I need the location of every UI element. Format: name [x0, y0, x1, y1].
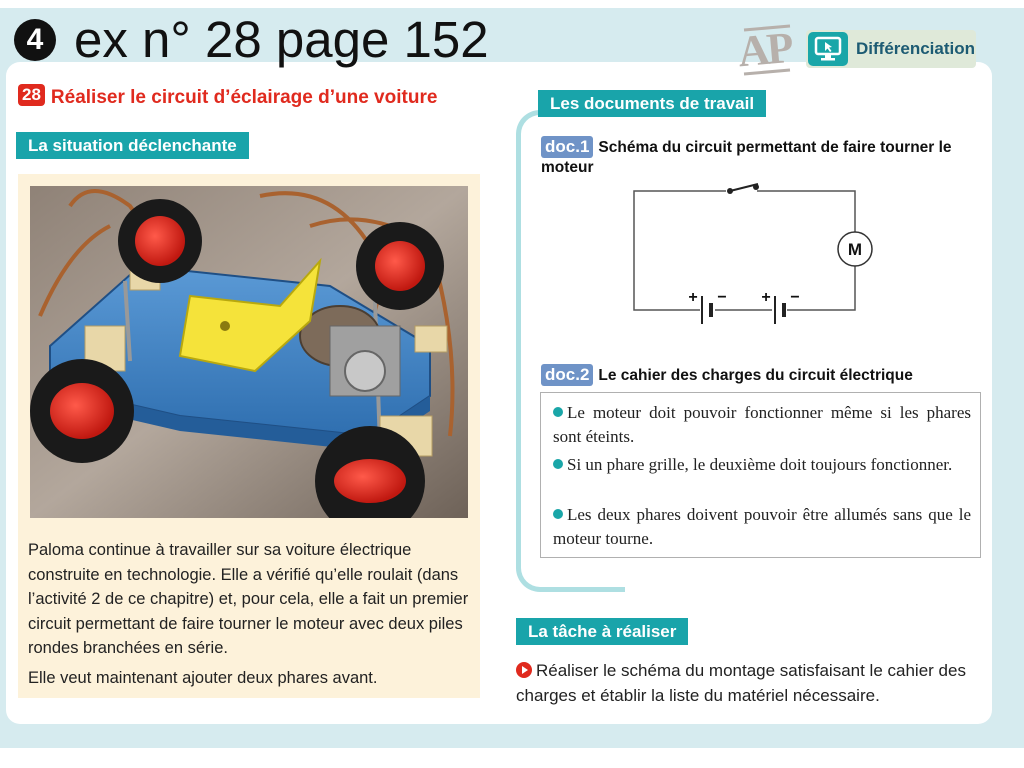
- switch-open: [727, 184, 759, 194]
- situation-banner: La situation déclenchante: [16, 132, 249, 159]
- exercise-title: [18, 84, 437, 112]
- doc1-label: doc.1: [541, 136, 593, 158]
- page-title-text: ex n° 28 page 152: [74, 11, 489, 68]
- spec-item-text: Les deux phares doivent pouvoir être allumés sans que le moteur tourne.: [553, 505, 971, 548]
- electric-car-photo: [30, 186, 468, 518]
- differentiation-button[interactable]: [806, 30, 976, 68]
- wire: [757, 191, 855, 232]
- battery-1-plus: +: [688, 289, 698, 306]
- documents-banner: Les documents de travail: [538, 90, 766, 117]
- situation-paragraph-1: Paloma continue à travailler sur sa voiture électrique construite en technologie. Elle a vérifié qu’elle roulait (dans l’activité 2 de ce chapitre) et, pour cela, elle a fait un premier circuit permettant de faire tourner le moteur avec deux piles rondes branchées en série.: [28, 541, 469, 657]
- doc2-title: Le cahier des charges du circuit électrique: [598, 367, 913, 384]
- teal-dot-icon: [553, 407, 563, 417]
- number-badge: 4: [14, 19, 56, 61]
- motor-label: M: [847, 240, 863, 259]
- motor-circuit-diagram: [620, 182, 880, 332]
- battery-2-minus: −: [790, 289, 800, 306]
- teal-dot-icon: [553, 509, 563, 519]
- motor-symbol: [838, 232, 872, 266]
- play-arrow-icon: [516, 662, 532, 678]
- wheel: [30, 359, 134, 463]
- situation-paragraph-2: Elle veut maintenant ajouter deux phares avant.: [28, 669, 378, 687]
- ap-logo: AP: [735, 22, 793, 77]
- wheel: [118, 199, 202, 283]
- specifications-box: [540, 392, 981, 558]
- wheel: [356, 222, 444, 310]
- exercise-title-text: Réaliser le circuit d’éclairage d’une voiture: [50, 87, 438, 108]
- spec-item-text: Le moteur doit pouvoir fonctionner même si les phares sont éteints.: [553, 403, 971, 446]
- spec-item-text: Si un phare grille, le deuxième doit toujours fonctionner.: [567, 455, 953, 474]
- battery-1-minus: −: [717, 289, 727, 306]
- task-text: Réaliser le schéma du montage satisfaisant le cahier des charges et établir la liste du matériel nécessaire.: [516, 661, 966, 705]
- spec-item: [553, 503, 971, 551]
- spec-item: [553, 453, 971, 477]
- doc2-heading: [541, 364, 971, 388]
- exercise-number-badge: 28: [18, 84, 45, 106]
- doc1-title: Schéma du circuit permettant de faire tourner le moteur: [541, 139, 952, 176]
- differentiation-label: Différenciation: [856, 39, 976, 58]
- doc2-label: doc.2: [541, 364, 593, 386]
- teal-dot-icon: [553, 459, 563, 469]
- spec-item: [553, 401, 971, 449]
- task-banner: La tâche à réaliser: [516, 618, 688, 645]
- battery-2-plus: +: [761, 289, 771, 306]
- task-instruction: [516, 658, 986, 708]
- page-title: [14, 10, 489, 70]
- battery-2: [761, 289, 799, 324]
- wire: [634, 191, 726, 310]
- monitor-cursor-icon: [808, 32, 848, 66]
- battery-1: [688, 289, 726, 324]
- doc1-heading: [541, 136, 961, 178]
